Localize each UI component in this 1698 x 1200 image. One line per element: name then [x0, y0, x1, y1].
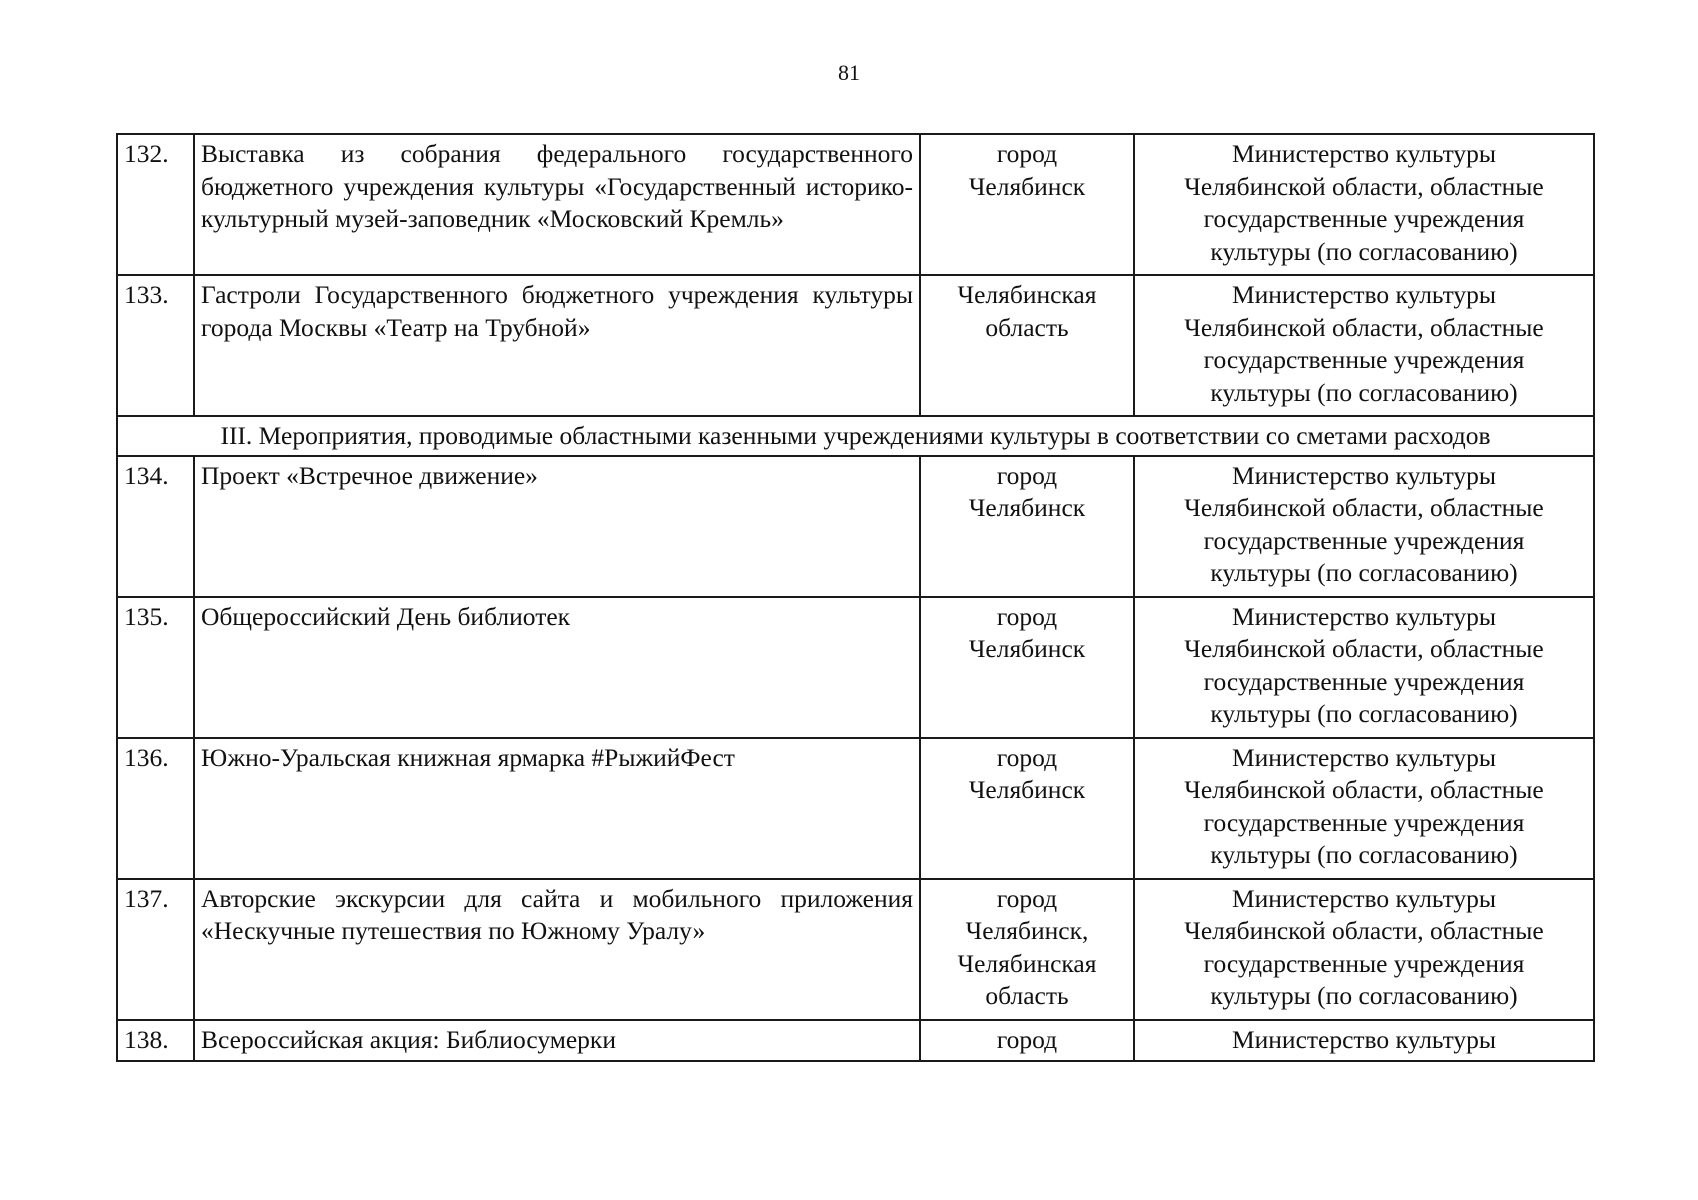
responsible-line: Челябинской области, областные	[1184, 493, 1544, 522]
event-name: Всероссийская акция: Библиосумерки	[194, 1020, 920, 1062]
event-name: Авторские экскурсии для сайта и мобильного приложения «Нескучные путешествия по Южному Уралу»	[194, 879, 920, 1020]
event-responsible	[1134, 1020, 1594, 1062]
event-responsible	[1134, 879, 1594, 1020]
responsible-line: культуры (по согласованию)	[1210, 699, 1518, 728]
place-line: Челябинск	[968, 493, 1086, 522]
events-table	[116, 133, 1595, 1062]
event-responsible	[1134, 134, 1594, 275]
table-row	[117, 134, 1594, 275]
event-place	[920, 456, 1134, 597]
event-name: Общероссийский День библиотек	[194, 597, 920, 738]
row-number: 135.	[117, 597, 194, 738]
responsible-line: государственные учреждения	[1203, 666, 1525, 696]
page-number: 81	[838, 60, 860, 85]
responsible-line: Челябинской области, областные	[1184, 775, 1544, 804]
responsible-line: культуры (по согласованию)	[1210, 377, 1518, 407]
place-line: город	[996, 460, 1058, 490]
event-name: Проект «Встречное движение»	[194, 456, 920, 597]
place-line: Челябинская	[957, 280, 1097, 309]
event-responsible	[1134, 456, 1594, 597]
responsible-line: Министерство культуры	[1231, 601, 1497, 631]
responsible-line: государственные учреждения	[1203, 345, 1525, 374]
responsible-line: Министерство культуры	[1231, 139, 1497, 168]
event-place	[920, 134, 1134, 275]
table-row	[117, 1020, 1594, 1062]
table-row	[117, 275, 1594, 416]
place-line: область	[985, 312, 1069, 342]
responsible-line: Челябинской области, областные	[1184, 916, 1544, 945]
responsible-line: Челябинской области, областные	[1184, 634, 1544, 663]
responsible-line: Министерство культуры	[1231, 1024, 1497, 1054]
place-line: город	[996, 1024, 1058, 1054]
event-responsible	[1134, 738, 1594, 879]
row-number: 133.	[117, 275, 194, 416]
row-number: 136.	[117, 738, 194, 879]
responsible-line: государственные учреждения	[1203, 525, 1525, 555]
event-responsible	[1134, 597, 1594, 738]
place-line: Челябинская	[957, 948, 1097, 978]
place-line: город	[996, 742, 1058, 772]
place-line: Челябинск	[968, 775, 1086, 804]
responsible-line: Министерство культуры	[1231, 280, 1497, 309]
place-line: область	[985, 981, 1069, 1010]
row-number: 134.	[117, 456, 194, 597]
event-name: Гастроли Государственного бюджетного учреждения культуры города Москвы «Театр на Трубной»	[194, 275, 920, 416]
event-name: Южно-Уральская книжная ярмарка #РыжийФест	[194, 738, 920, 879]
event-place	[920, 597, 1134, 738]
row-number: 138.	[117, 1020, 194, 1062]
responsible-line: культуры (по согласованию)	[1210, 981, 1518, 1010]
section-heading: III. Мероприятия, проводимые областными казенными учреждениями культуры в соответствии со сметами расходов	[117, 416, 1594, 456]
event-responsible	[1134, 275, 1594, 416]
responsible-line: государственные учреждения	[1203, 948, 1525, 978]
responsible-line: государственные учреждения	[1203, 807, 1525, 837]
table-row	[117, 738, 1594, 879]
event-place	[920, 275, 1134, 416]
place-line: город	[996, 601, 1058, 631]
table-row	[117, 597, 1594, 738]
table-row	[117, 879, 1594, 1020]
responsible-line: культуры (по согласованию)	[1210, 558, 1518, 587]
event-name: Выставка из собрания федерального государственного бюджетного учреждения культуры «Государственный историко-культурный музей-заповедник «Московский Кремль»	[194, 134, 920, 275]
place-line: Челябинск	[968, 634, 1086, 663]
place-line: Челябинск	[968, 171, 1086, 201]
responsible-line: Министерство культуры	[1231, 742, 1497, 772]
table-row	[117, 456, 1594, 597]
row-number: 132.	[117, 134, 194, 275]
event-place	[920, 879, 1134, 1020]
row-number: 137.	[117, 879, 194, 1020]
place-line: город	[996, 139, 1058, 168]
section-row	[117, 416, 1594, 456]
responsible-line: государственные учреждения	[1203, 204, 1525, 233]
event-place	[920, 1020, 1134, 1062]
responsible-line: Челябинской области, областные	[1184, 312, 1544, 342]
responsible-line: Челябинской области, областные	[1184, 171, 1544, 201]
responsible-line: культуры (по согласованию)	[1210, 840, 1518, 869]
event-place	[920, 738, 1134, 879]
responsible-line: культуры (по согласованию)	[1210, 236, 1518, 266]
responsible-line: Министерство культуры	[1231, 460, 1497, 490]
responsible-line: Министерство культуры	[1231, 883, 1497, 913]
place-line: город	[996, 883, 1058, 913]
place-line: Челябинск,	[965, 916, 1089, 945]
